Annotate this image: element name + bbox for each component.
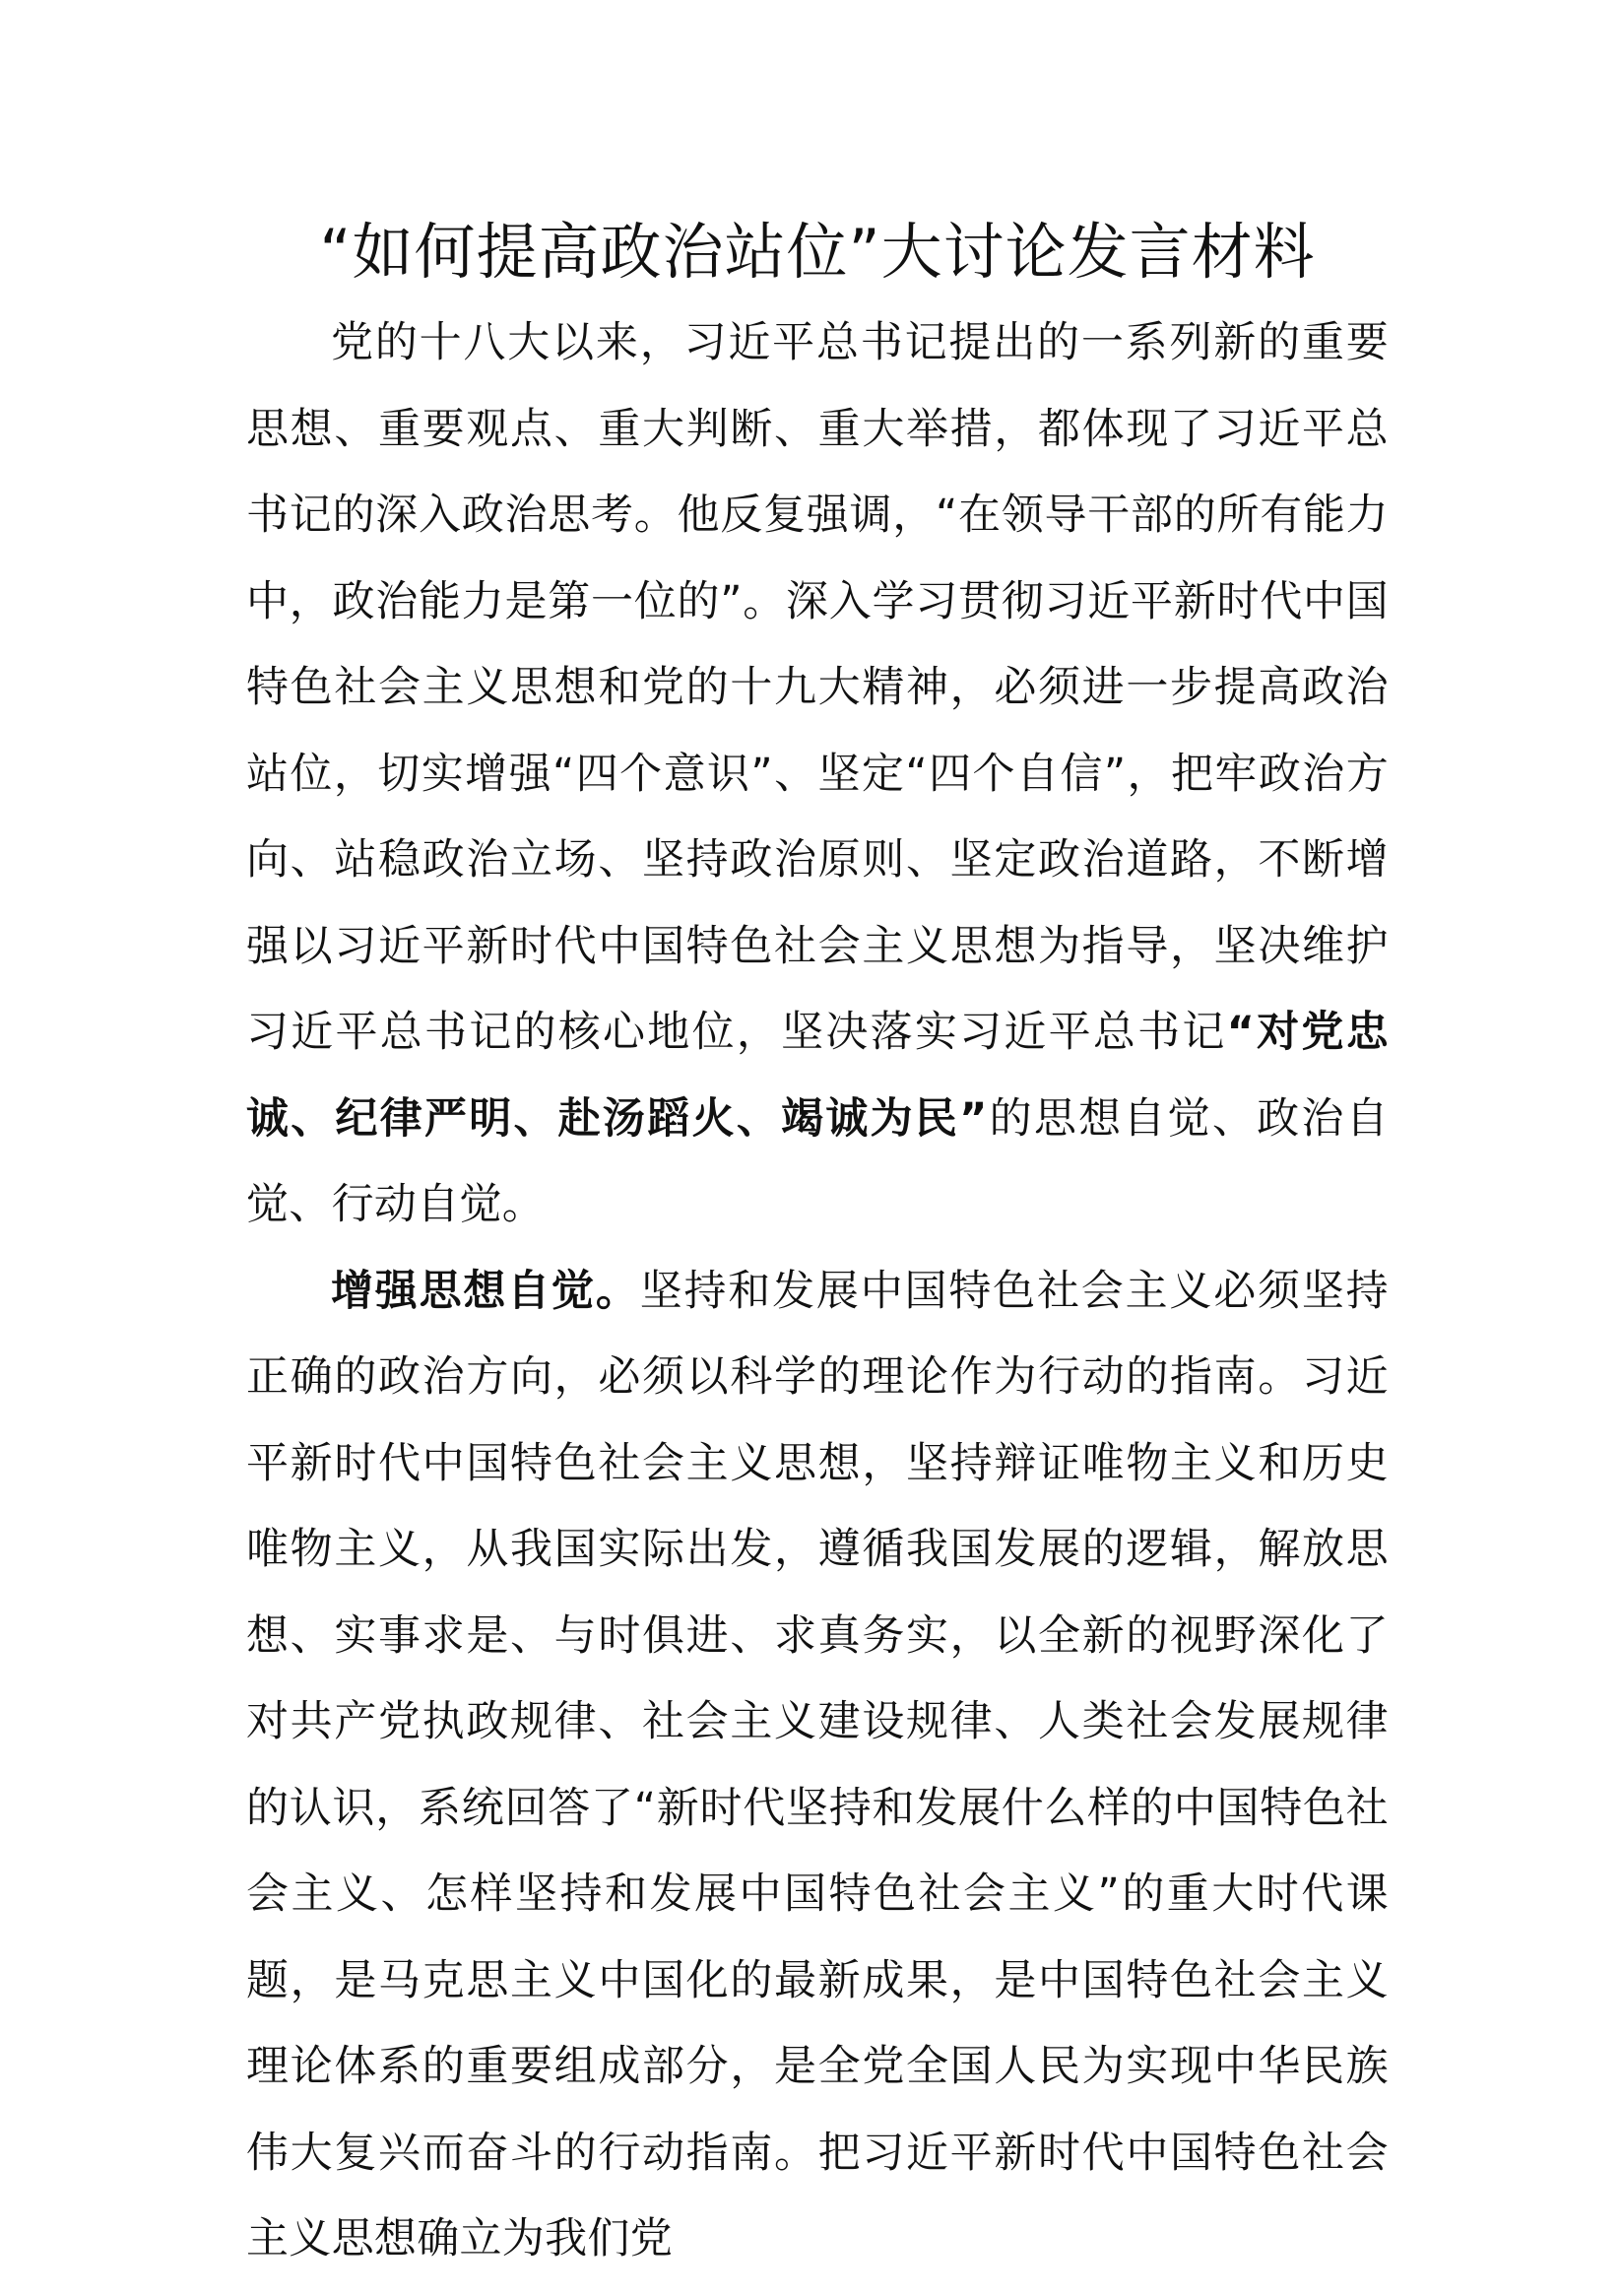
document-title: “如何提高政治站位”大讨论发言材料 [319, 216, 1316, 288]
paragraph-thought-awareness-text: 坚持和发展中国特色社会主义必须坚持正确的政治方向，必须以科学的理论作为行动的指南。习近平新时代中国特色社会主义思想，坚持辩证唯物主义和历史唯物主义，从我国实际出发，遵循我国发展的逻辑，解放思想、实事求是、与时俱进、求真务实，以全新的视野深化了对共产党执政规律、社会主义建设规律、人类社会发展规律的认识，系统回答了“新时代坚持和发展什么样的中国特色社会主义、怎样坚持和发展中国特色社会主义”的重大时代课题，是马克思主义中国化的最新成果，是中国特色社会主义理论体系的重要组成部分，是全党全国人民为实现中华民族伟大复兴而奋斗的行动指南。把习近平新时代中国特色社会主义思想确立为我们党 [246, 1266, 1389, 2263]
paragraph-intro-emphasis: “对党忠诚、纪律严明、赴汤蹈火、竭诚为民” [246, 1008, 1389, 1144]
paragraph-heading: 增强思想自觉。 [331, 1266, 640, 1316]
paragraph-thought-awareness [246, 1249, 1389, 2283]
paragraph-intro-tail: 的思想自觉、政治自觉、行动自觉。 [246, 1093, 1389, 1229]
paragraph-intro [246, 300, 1389, 1249]
paragraph-intro-text: 党的十八大以来，习近平总书记提出的一系列新的重要思想、重要观点、重大判断、重大举措，都体现了习近平总书记的深入政治思考。他反复强调，“在领导干部的所有能力中，政治能力是第一位的”。深入学习贯彻习近平新时代中国特色社会主义思想和党的十九大精神，必须进一步提高政治站位，切实增强“四个意识”、坚定“四个自信”，把牢政治方向、站稳政治立场、坚持政治原则、坚定政治道路，不断增强以习近平新时代中国特色社会主义思想为指导，坚决维护习近平总书记的核心地位，坚决落实习近平总书记 [246, 318, 1389, 1057]
document-body [246, 300, 1389, 2283]
